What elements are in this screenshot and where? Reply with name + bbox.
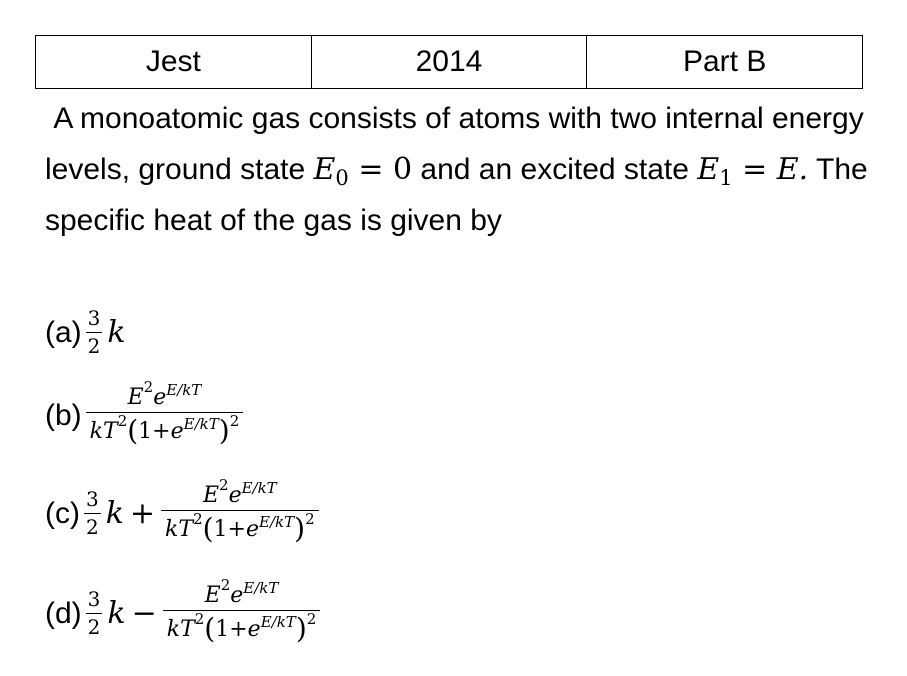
den-t-square: 2 <box>117 412 128 431</box>
den-open-paren: ( <box>202 512 214 546</box>
e1-equals: = E. <box>732 152 809 187</box>
header-row <box>36 36 863 89</box>
three-halves-fraction <box>84 489 101 538</box>
question-text <box>45 93 875 246</box>
e1-subscript: 1 <box>719 166 733 190</box>
fraction-bar <box>86 613 103 614</box>
option-a-label: (a) <box>45 315 82 349</box>
fraction-bar <box>86 332 103 333</box>
boltzmann-k: k <box>107 596 126 632</box>
option-a[interactable] <box>45 308 126 357</box>
e0-subscript: 0 <box>335 166 349 190</box>
energy-fraction-numerator <box>199 476 281 508</box>
e1-symbol: E <box>697 152 720 187</box>
three-halves-fraction <box>86 589 103 638</box>
den-exp-base: e <box>245 517 260 543</box>
den-open-paren: ( <box>127 414 139 448</box>
den-close-paren: ) <box>295 612 307 646</box>
plus-operator: + <box>129 496 156 532</box>
energy-fraction-bar <box>86 412 244 413</box>
question-text-part-2: and an excited state <box>412 153 698 186</box>
num-exponent: E/kT <box>241 479 277 497</box>
fraction-denominator: 2 <box>87 615 101 640</box>
question-text-part-3: The specific heat of the gas is given by <box>45 153 877 237</box>
den-outer-square: 2 <box>229 412 240 431</box>
den-one-plus: 1+ <box>138 419 171 445</box>
boltzmann-k: k <box>105 496 124 532</box>
question-text-part-1: A monoatomic gas consists of atoms with two internal energy levels, ground state <box>45 102 873 186</box>
den-kt: kT <box>166 617 195 643</box>
den-outer-square: 2 <box>306 610 317 629</box>
energy-fraction-denominator <box>86 412 244 448</box>
option-d-label: (d) <box>45 596 82 630</box>
energy-fraction-numerator <box>124 378 206 410</box>
den-one-plus: 1+ <box>213 517 246 543</box>
num-exp-base: e <box>230 583 244 608</box>
option-b-label: (b) <box>45 398 82 432</box>
fraction-numerator: 3 <box>87 587 101 612</box>
fraction-denominator: 2 <box>85 515 99 540</box>
num-square: 2 <box>143 378 154 396</box>
num-exponent: E/kT <box>166 381 202 399</box>
header-table <box>35 35 863 89</box>
den-exp-base: e <box>170 419 184 445</box>
energy-fraction-bar <box>161 510 319 511</box>
num-exp-base: e <box>153 385 167 410</box>
e0-symbol: E <box>313 152 336 187</box>
minus-operator: − <box>131 596 157 632</box>
num-square: 2 <box>219 476 229 494</box>
den-open-paren: ( <box>204 612 216 646</box>
den-exponent: E/kT <box>260 613 296 632</box>
header-cell-part: Part B <box>587 36 863 89</box>
fraction-numerator: 3 <box>85 487 99 512</box>
num-exp-base: e <box>228 483 242 508</box>
energy-fraction-numerator <box>201 576 283 608</box>
header-cell-exam: Jest <box>36 36 312 89</box>
three-halves-fraction <box>86 308 103 357</box>
den-exponent: E/kT <box>183 415 219 434</box>
e0-equals: = 0 <box>348 152 413 187</box>
fraction-denominator: 2 <box>87 334 101 358</box>
den-close-paren: ) <box>218 414 230 448</box>
fraction-bar <box>84 513 101 514</box>
num-exponent: E/kT <box>243 579 279 597</box>
den-close-paren: ) <box>294 512 306 546</box>
num-square: 2 <box>220 576 231 594</box>
den-kt: kT <box>165 517 194 543</box>
option-b[interactable] <box>45 378 243 448</box>
option-c-label: (c) <box>45 496 80 530</box>
energy-fraction-denominator <box>161 510 319 546</box>
energy-fraction-denominator <box>163 610 321 646</box>
option-d[interactable] <box>45 576 320 646</box>
boltzmann-k: k <box>107 315 126 350</box>
fraction-numerator: 3 <box>87 306 101 330</box>
den-t-square: 2 <box>194 610 205 629</box>
den-exp-base: e <box>247 617 261 643</box>
den-one-plus: 1+ <box>215 617 248 643</box>
energy-fraction <box>86 378 244 448</box>
energy-fraction-bar <box>163 610 321 611</box>
den-outer-square: 2 <box>305 510 315 529</box>
den-t-square: 2 <box>193 510 203 529</box>
header-cell-year: 2014 <box>311 36 587 89</box>
num-e-symbol: E <box>202 483 220 508</box>
den-exponent: E/kT <box>259 513 295 532</box>
energy-fraction <box>161 476 319 546</box>
energy-fraction <box>163 576 321 646</box>
den-kt: kT <box>89 419 118 445</box>
option-c[interactable] <box>45 476 319 546</box>
num-e-symbol: E <box>204 583 221 608</box>
num-e-symbol: E <box>127 385 144 410</box>
